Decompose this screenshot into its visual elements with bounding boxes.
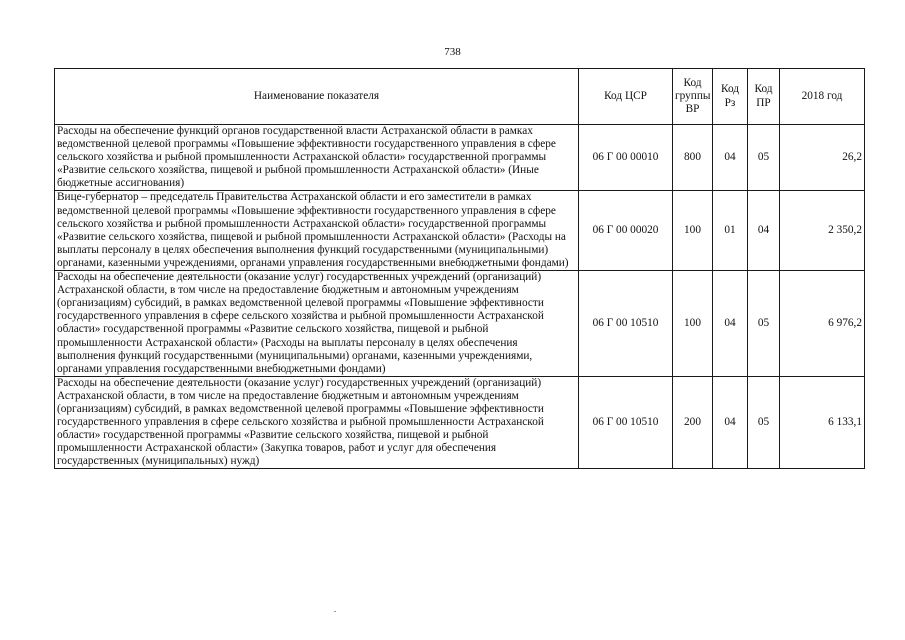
row-pr-code: 05: [748, 271, 780, 377]
header-vr-code: Код группы ВР: [673, 69, 713, 125]
table-row: [55, 191, 865, 271]
row-vr-code: 100: [673, 271, 713, 377]
scan-speck: [334, 611, 336, 612]
table-row: [55, 376, 865, 469]
table-body: [55, 125, 865, 469]
page-number: 738: [444, 46, 461, 58]
budget-table: [54, 68, 865, 469]
row-amount: 26,2: [780, 125, 865, 191]
row-rz-code: 04: [713, 125, 748, 191]
row-name: Расходы на обеспечение деятельности (оказание услуг) государственных учреждений (организаций) Астраханской области, в том числе на предоставление бюджетным и автономным учреждениям (организациям) субсидий, в рамках ведомственной целевой программы «Повышение эффективности государственного управления в сфере сельского хозяйства и рыбной промышленности Астраханской области» государственной программы «Развитие сельского хозяйства, пищевой и рыбной промышленности Астраханской области» (Закупка товаров, работ и услуг для обеспечения государственных (муниципальных) нужд): [55, 376, 579, 469]
row-rz-code: 04: [713, 376, 748, 469]
row-vr-code: 800: [673, 125, 713, 191]
row-csr-code: 06 Г 00 10510: [579, 376, 673, 469]
header-year-2018: 2018 год: [780, 69, 865, 125]
row-pr-code: 05: [748, 376, 780, 469]
row-csr-code: 06 Г 00 00020: [579, 191, 673, 271]
header-row: [55, 69, 865, 125]
row-vr-code: 200: [673, 376, 713, 469]
row-pr-code: 04: [748, 191, 780, 271]
row-amount: 6 133,1: [780, 376, 865, 469]
table-row: [55, 125, 865, 191]
row-name: Вице-губернатор – председатель Правительства Астраханской области и его заместители в рамках ведомственной целевой программы «Повышение эффективности государственного управления в сфере сельского хозяйства и рыбной промышленности Астраханской области» государственной программы «Развитие сельского хозяйства, пищевой и рыбной промышленности Астраханской области» (Расходы на выплаты персоналу в целях обеспечения выполнения функций государственными (муниципальными) органами, казенными учреждениями, органами управления государственными внебюджетными фондами): [55, 191, 579, 271]
row-amount: 2 350,2: [780, 191, 865, 271]
row-pr-code: 05: [748, 125, 780, 191]
row-amount: 6 976,2: [780, 271, 865, 377]
row-csr-code: 06 Г 00 00010: [579, 125, 673, 191]
header-pr-code: Код ПР: [748, 69, 780, 125]
table-row: [55, 271, 865, 377]
row-name: Расходы на обеспечение функций органов государственной власти Астраханской области в рамках ведомственной целевой программы «Повышение эффективности государственного управления в сфере сельского хозяйства и рыбной промышленности Астраханской области» государственной программы «Развитие сельского хозяйства, пищевой и рыбной промышленности Астраханской области» (Иные бюджетные ассигнования): [55, 125, 579, 191]
row-csr-code: 06 Г 00 10510: [579, 271, 673, 377]
header-rz-code: Код Рз: [713, 69, 748, 125]
row-name: Расходы на обеспечение деятельности (оказание услуг) государственных учреждений (организаций) Астраханской области, в том числе на предоставление бюджетным и автономным учреждениям (организациям) субсидий, в рамках ведомственной целевой программы «Повышение эффективности государственного управления в сфере сельского хозяйства и рыбной промышленности Астраханской области» государственной программы «Развитие сельского хозяйства, пищевой и рыбной промышленности Астраханской области» (Расходы на выплаты персоналу в целях обеспечения выполнения функций государственными (муниципальными) органами, казенными учреждениями, органами управления государственными внебюджетными фондами): [55, 271, 579, 377]
row-vr-code: 100: [673, 191, 713, 271]
header-csr-code: Код ЦСР: [579, 69, 673, 125]
row-rz-code: 04: [713, 271, 748, 377]
row-rz-code: 01: [713, 191, 748, 271]
header-name: Наименование показателя: [55, 69, 579, 125]
table-header: [55, 69, 865, 125]
